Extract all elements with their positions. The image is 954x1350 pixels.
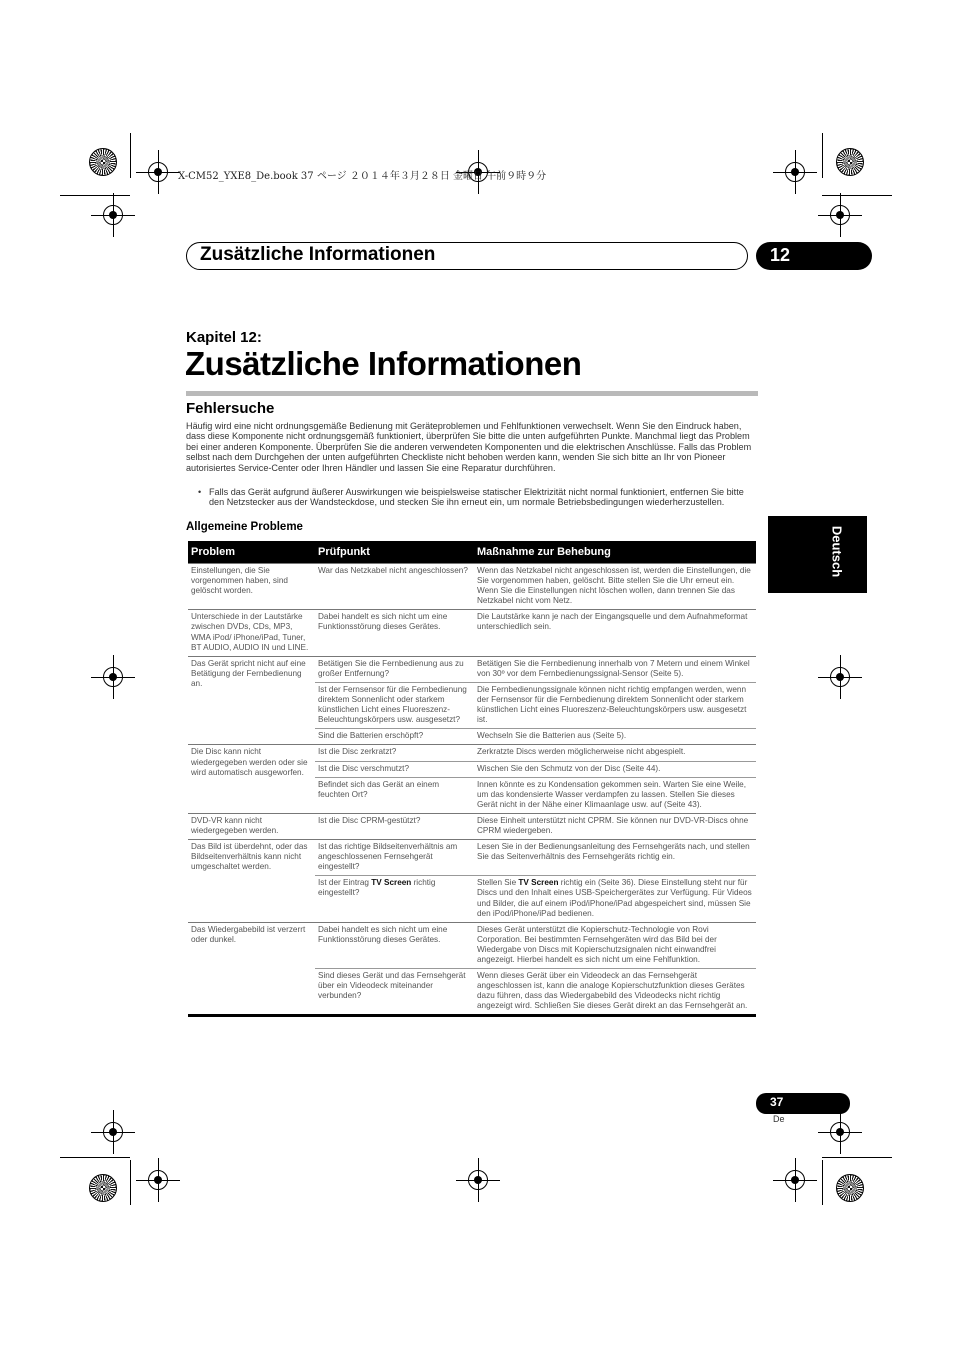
- chapter-header-title: Zusätzliche Informationen: [200, 244, 436, 265]
- page-title: Zusätzliche Informationen: [185, 345, 582, 382]
- remedy-cell: Betätigen Sie die Fernbedienung innerhalb von 7 Metern und einem Winkel von 30º vor dem Fernbedienungssignal-Sensor (Seite 5).: [474, 656, 756, 682]
- remedy-cell: Wechseln Sie die Batterien aus (Seite 5).: [474, 729, 756, 745]
- remedy-cell: Diese Einheit unterstützt nicht CPRM. Sie können nur DVD-VR-Discs ohne CPRM wiedergeben.: [474, 813, 756, 839]
- page-language: De: [773, 1114, 785, 1124]
- problem-cell: Die Disc kann nicht wiedergegeben werden oder sie wird automatisch ausgeworfen.: [188, 745, 315, 813]
- check-cell: Ist die Disc CPRM-gestützt?: [315, 813, 474, 839]
- check-cell: War das Netzkabel nicht angeschlossen?: [315, 564, 474, 610]
- remedy-text: richtig ein (Seite 36). Diese Einstellung steht nur für Discs und den Inhalt eines USB-Speichergerätes zur Verfügung. Für Videos und Bilder, die auf einem iPod/iPhone/iPad abgespeichert sind, müssen Sie den iPod/iPhone/iPad bedienen.: [477, 878, 752, 918]
- intro-paragraph: Häufig wird eine nicht ordnungsgemäße Bedienung mit Geräteproblemen und Fehlfunktionen verwechselt. Wenn Sie den Eindruck haben, dass diese Komponente nicht ordnungsgemäß funktioniert, überprüfen Sie bitte die unten aufgeführten Punkte. Manchmal liegt das Problem bei einer anderen Komponente. Überprüfen Sie die anderen verwendeten Komponenten und die elektrischen Anschlüsse. Falls das Problem selbst nach dem Durchgehen der unten aufgeführten Checkliste nicht behoben werden kann, wenden Sie sich bitte an Ihr von Pioneer autorisiertes Service-Center oder Ihren Händler und lassen Sie eine Reparatur durchführen.: [186, 421, 752, 473]
- remedy-cell: Wischen Sie den Schmutz von der Disc (Seite 44).: [474, 761, 756, 777]
- bullet-icon: •: [198, 487, 202, 497]
- table-row: [188, 564, 756, 610]
- language-tab-label: Deutsch: [829, 525, 845, 578]
- crop-line: [130, 1160, 131, 1205]
- check-cell: Dabei handelt es sich nicht um eine Funktionsstörung dieses Gerätes.: [315, 610, 474, 656]
- remedy-text: Stellen Sie: [477, 878, 519, 888]
- crop-line: [130, 133, 131, 178]
- remedy-cell: [474, 876, 756, 922]
- table-row: [188, 656, 756, 682]
- check-cell: Ist die Disc zerkratzt?: [315, 745, 474, 761]
- chapter-number: 12: [770, 245, 791, 265]
- problem-cell: Das Gerät spricht nicht auf eine Betätigung der Fernbedienung an.: [188, 656, 315, 745]
- check-cell: Dabei handelt es sich nicht um eine Funktionsstörung dieses Gerätes.: [315, 922, 474, 968]
- remedy-cell: Dieses Gerät unterstützt die Kopierschutz-Technologie von Rovi Corporation. Bei bestimmten Fernsehgeräten wird das Bild bei der Wiedergabe von Discs mit Kopierschutzsignalen nicht einwandfrei angezeigt. Hierbei handelt es sich nicht um eine Fehlfunktion.: [474, 922, 756, 968]
- check-cell: Ist der Fernsensor für die Fernbedienung direktem Sonnenlicht oder starkem künstlichen Licht eines Fluoreszenz-Beleuchtungskörpers usw. ausgesetzt?: [315, 682, 474, 728]
- registration-star-mark: [89, 148, 117, 176]
- column-header: Prüfpunkt: [315, 541, 474, 564]
- page-number: 37: [770, 1095, 784, 1109]
- problem-cell: DVD-VR kann nicht wiedergegeben werden.: [188, 813, 315, 839]
- column-header: Problem: [188, 541, 315, 564]
- table-bottom-rule: [188, 1014, 756, 1017]
- check-cell: Befindet sich das Gerät an einem feuchten Ort?: [315, 777, 474, 813]
- table-row: [188, 922, 756, 968]
- remedy-cell: Wenn dieses Gerät über ein Videodeck an das Fernsehgerät angeschlossen ist, kann die analoge Kopierschutzfunktion dieses Gerätes dazu führen, dass das Wiedergabebild des Videodecks nicht richtig angezeigt wird. Schließen Sie dieses Gerät direkt an das Fernsehgerät an.: [474, 969, 756, 1015]
- check-cell: Ist das richtige Bildseitenverhältnis am angeschlossenen Fernsehgerät eingestellt?: [315, 840, 474, 876]
- troubleshooting-table: [188, 541, 756, 1014]
- remedy-cell: Innen könnte es zu Kondensation gekommen sein. Warten Sie eine Weile, um das kondensierte Wasser verdampfen zu lassen. Stellen Sie dieses Gerät nicht in der Nähe einer Klimaanlage usw. auf (Seite 43).: [474, 777, 756, 813]
- table-row: [188, 610, 756, 656]
- check-text: Ist der Eintrag: [318, 878, 372, 888]
- crop-line: [822, 195, 892, 196]
- crop-line: [822, 1157, 892, 1158]
- registration-star-mark: [836, 1174, 864, 1202]
- problem-cell: Das Bild ist überdehnt, oder das Bildseitenverhältnis kann nicht umgeschaltet werden.: [188, 840, 315, 923]
- remedy-cell: Zerkratzte Discs werden möglicherweise nicht abgespielt.: [474, 745, 756, 761]
- check-cell: Betätigen Sie die Fernbedienung aus zu großer Entfernung?: [315, 656, 474, 682]
- subsection-title: Allgemeine Probleme: [186, 521, 303, 533]
- check-cell: Sind die Batterien erschöpft?: [315, 729, 474, 745]
- crop-line: [822, 133, 823, 178]
- bullet-text: Falls das Gerät aufgrund äußerer Auswirkungen wie beispielsweise statischer Elektrizität nicht normal funktioniert, entfernen Sie bitte den Netzstecker aus der Wandsteckdose, und stecken Sie ihn erneut ein, um normale Betriebsbedingungen wiederherzustellen.: [209, 487, 744, 508]
- setting-name: TV Screen: [371, 878, 412, 888]
- column-header: Maßnahme zur Behebung: [474, 541, 756, 564]
- registration-star-mark: [89, 1174, 117, 1202]
- section-title: Fehlersuche: [186, 400, 275, 417]
- problem-cell: Das Wiedergabebild ist verzerrt oder dunkel.: [188, 922, 315, 1014]
- remedy-cell: Wenn das Netzkabel nicht angeschlossen ist, werden die Einstellungen, die Sie vorgenommen haben, gelöscht. Bitte stellen Sie die Uhr erneut ein. Wenn Sie die Einstellungen nicht löschen wollen, dann trennen Sie das Netzkabel nicht vom Netz.: [474, 564, 756, 610]
- crop-line: [60, 1157, 130, 1158]
- problem-cell: Einstellungen, die Sie vorgenommen haben, sind gelöscht worden.: [188, 564, 315, 610]
- check-cell: Ist die Disc verschmutzt?: [315, 761, 474, 777]
- table-header-row: [188, 541, 756, 564]
- table-row: [188, 840, 756, 876]
- remedy-cell: Die Lautstärke kann je nach der Eingangsquelle und dem Aufnahmeformat unterschiedlich sein.: [474, 610, 756, 656]
- table-row: [188, 745, 756, 761]
- problem-cell: Unterschiede in der Lautstärke zwischen DVDs, CDs, MP3, WMA iPod/ iPhone/iPad, Tuner, BT AUDIO, AUDIO IN und LINE.: [188, 610, 315, 656]
- check-cell: Sind dieses Gerät und das Fernsehgerät über ein Videodeck miteinander verbunden?: [315, 969, 474, 1015]
- remedy-cell: Lesen Sie in der Bedienungsanleitung des Fernsehgeräts nach, und stellen Sie das Seitenverhältnis des Fernsehgeräts richtig ein.: [474, 840, 756, 876]
- print-file-info: X-CM52_YXE8_De.book 37 ページ ２０１４年３月２８日 金曜日 午前９時９分: [178, 171, 547, 182]
- crop-line: [60, 195, 130, 196]
- chapter-label: Kapitel 12:: [186, 329, 262, 346]
- setting-name: TV Screen: [518, 878, 559, 888]
- crop-line: [822, 1160, 823, 1205]
- table-row: [188, 813, 756, 839]
- registration-star-mark: [836, 148, 864, 176]
- remedy-cell: Die Fernbedienungssignale können nicht richtig empfangen werden, wenn der Fernsensor für die Fernbedienung direktem Sonnenlicht oder starkem künstlichen Licht eines Fluoreszenz-Beleuchtungskörpers usw. ausgesetzt ist.: [474, 682, 756, 728]
- check-text: richtig eingestellt?: [318, 878, 436, 898]
- title-divider: [186, 391, 758, 396]
- check-cell: [315, 876, 474, 922]
